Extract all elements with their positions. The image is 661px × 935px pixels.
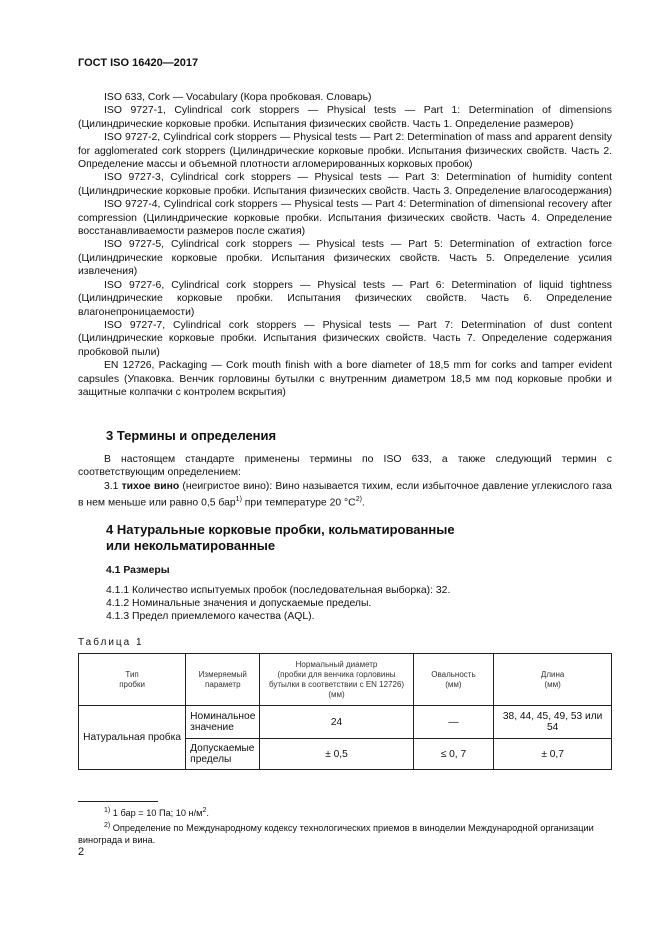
- reference-item: ISO 9727-6, Cylindrical cork stoppers — Physical tests — Part 6: Determination of liquid tightness (Цилиндрические корковые пробки. Испытания физических свойств. Часть 6. Определение влагонепроницаемости): [78, 279, 612, 318]
- reference-item: ISO 633, Cork — Vocabulary (Кора пробковая. Словарь): [104, 92, 372, 103]
- section-3-title: 3 Термины и определения: [106, 428, 277, 443]
- footnote-ref-2[interactable]: 2): [355, 496, 362, 504]
- list-item: 4.1.1 Количество испытуемых пробок (последовательная выборка): 32.: [106, 585, 451, 596]
- list-item: 4.1.3 Предел приемлемого качества (AQL).: [106, 611, 315, 622]
- header-cell: Нормальный диаметр (пробки для венчика горловины бутылки в соответствии с EN 12726) (мм): [260, 654, 413, 706]
- header-cell: Измеряемый параметр: [186, 654, 260, 706]
- page-number: 2: [78, 846, 85, 858]
- header-cell: Тип пробки: [79, 654, 186, 706]
- document-header: ГОСТ ISO 16420—2017: [78, 57, 199, 69]
- footnote-divider: [78, 801, 158, 802]
- cork-type-cell: Натуральная пробка: [79, 706, 186, 770]
- reference-item: ISO 9727-2, Cylindrical cork stoppers — Physical tests — Part 2: Determination of mass and apparent density for agglomerated cork stoppers (Цилиндрические корковые пробки. Испытания физических свойств. Часть 2. Определение массы и объемной плотности агломерированных корковых пробок): [78, 132, 612, 171]
- reference-item: ISO 9727-5, Cylindrical cork stoppers — Physical tests — Part 5: Determination of extraction force (Цилиндрические корковые пробки. Испытания физических свойств. Часть 5. Определение усилия извлечения): [78, 239, 612, 278]
- footnote-1: $^{1)}$ 1 бар = 10 Па; 10 $н/м^2$.: [104, 807, 209, 819]
- length-cell: ± 0,7: [494, 739, 612, 770]
- reference-item: ISO 9727-7, Cylindrical cork stoppers — Physical tests — Part 7: Determination of dust content (Цилиндрические корковые пробки. Испытания физических свойств. Часть 7. Определение содержания пробковой пыли): [78, 319, 612, 358]
- table-header-row: [79, 654, 612, 706]
- reference-item: ISO 9727-3, Cylindrical cork stoppers — Physical tests — Part 3: Determination of humidity content (Цилиндрические корковые пробки. Испытания физических свойств. Часть 3. Определение влагосодержания): [78, 172, 612, 197]
- length-cell: 38, 44, 45, 49, 53 или 54: [494, 706, 612, 739]
- header-cell: Длина (мм): [494, 654, 612, 706]
- header-cell: Овальность (мм): [413, 654, 494, 706]
- section-3-intro: В настоящем стандарте применены термины по ISO 633, а также следующий термин с соответствующим определением:: [78, 454, 612, 479]
- footnote-2: $^{2)}$ Определение по Международному кодексу технологических приемов в виноделии Международной организации винограда и вина.: [78, 822, 594, 846]
- param-cell: Допускаемые пределы: [186, 739, 260, 770]
- table-caption: Таблица 1: [78, 637, 144, 648]
- normative-references: [78, 91, 612, 399]
- ovality-cell: ≤ 0, 7: [413, 739, 494, 770]
- ovality-cell: —: [413, 706, 494, 739]
- diameter-cell: ± 0,5: [260, 739, 413, 770]
- section-3-body: [78, 453, 612, 510]
- list-item: 4.1.2 Номинальные значения и допускаемые пределы.: [106, 598, 372, 609]
- subsection-4-1-title: 4.1 Размеры: [106, 565, 170, 576]
- reference-item: EN 12726, Packaging — Cork mouth finish with a bore diameter of 18,5 mm for corks and tamper evident capsules (Упаковка. Венчик горловины бутылки с внутренним диаметром 18,5 мм под корковые пробки и защитные колпачки с контролем вскрытия): [78, 360, 612, 398]
- term-name: тихое вино: [121, 480, 180, 492]
- table-row: [79, 706, 612, 739]
- reference-item: ISO 9727-1, Cylindrical cork stoppers — Physical tests — Part 1: Determination of dimensions (Цилиндрические корковые пробки. Испытания физических свойств. Часть 1. Определение размеров): [78, 105, 612, 130]
- section-4-title: 4 Натуральные корковые пробки, кольматированные или некольматированные: [106, 522, 455, 553]
- diameter-cell: 24: [260, 706, 413, 739]
- term-definition: 3.1 тихое вино (неигристое вино): Вино называется тихим, если избыточное давление углекислого газа в нем меньше или равно 0,5 бар$^{1)}$ при температуре 20 $^\circ C^{2)}$.: [78, 480, 612, 509]
- param-cell: Номинальное значение: [186, 706, 260, 739]
- reference-item: ISO 9727-4, Cylindrical cork stoppers — Physical tests — Part 4: Determination of dimensional recovery after compression (Цилиндрические корковые пробки. Испытания физических свойств. Часть 4. Определение восстанавливаемости размеров после сжатия): [78, 199, 612, 238]
- dimensions-table: [78, 653, 612, 770]
- footnote-ref-1[interactable]: 1): [235, 496, 242, 504]
